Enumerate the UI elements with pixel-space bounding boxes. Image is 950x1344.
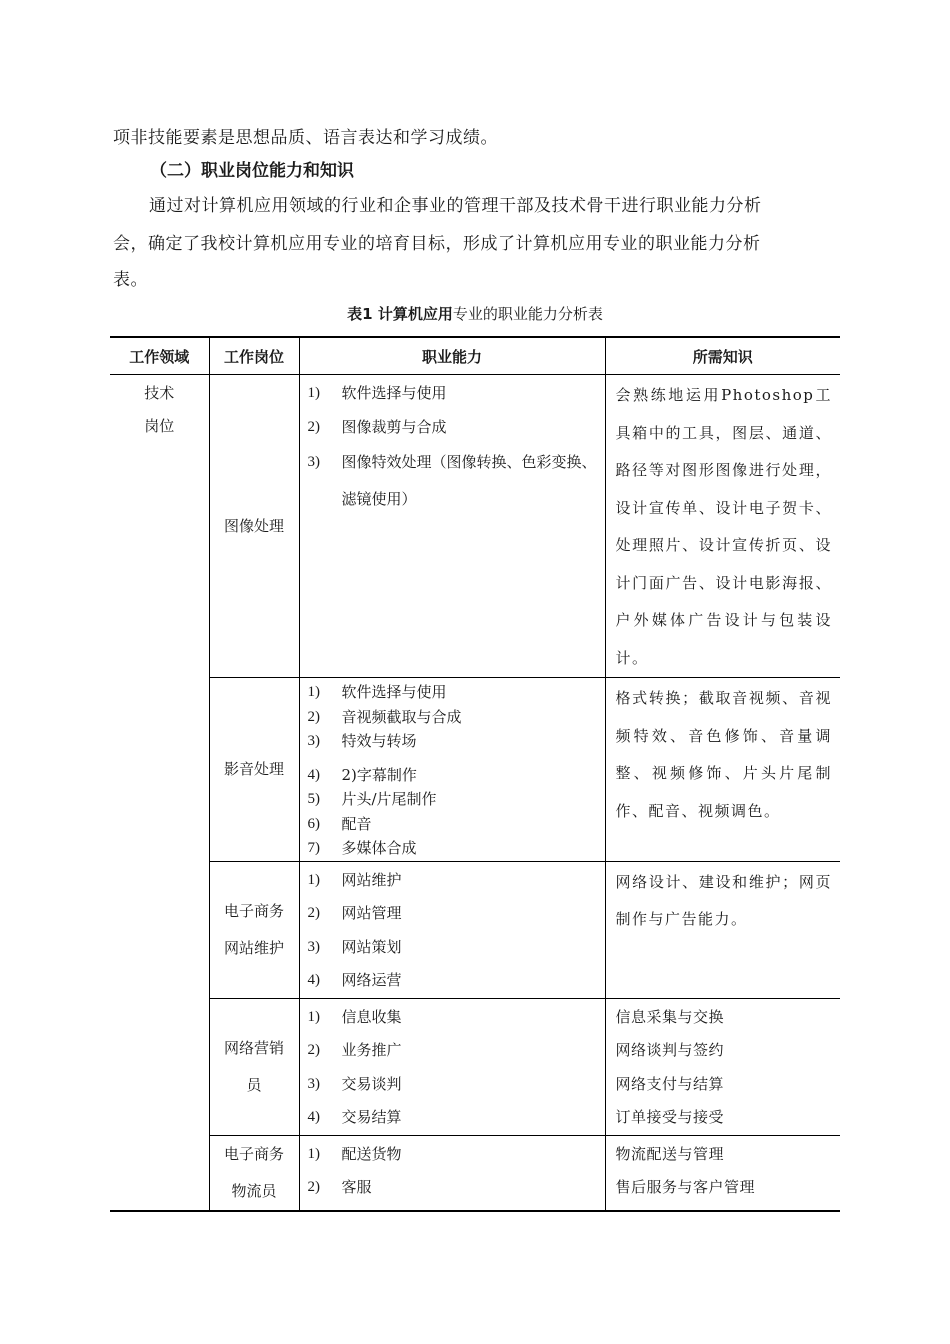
knowledge-cell: [605, 678, 840, 862]
ability-text: 图像特效处理（图像转换、色彩变换、滤镜使用）: [341, 453, 597, 508]
ability-item: [308, 1171, 599, 1205]
knowledge-line: 网络谈判与签约: [615, 1041, 725, 1059]
knowledge-cell: [605, 375, 840, 678]
knowledge-line: 订单接受与接受: [615, 1108, 725, 1126]
header-ability: 职业能力: [299, 337, 605, 375]
post-cell: [209, 375, 299, 678]
ability-item: [308, 680, 599, 705]
ability-num: 3): [307, 938, 320, 955]
ability-num: 2): [307, 905, 320, 921]
post-cell: [209, 1135, 299, 1211]
ability-text: 网站管理: [341, 904, 402, 922]
ability-cell: [299, 998, 605, 1135]
ability-num: 4): [307, 1109, 320, 1125]
ability-item: [308, 763, 599, 788]
ability-cell: [299, 1135, 605, 1211]
header-work-post: 工作岗位: [209, 337, 299, 375]
ability-text: 客服: [341, 1178, 372, 1196]
post-cell: [209, 998, 299, 1135]
ability-text: 片头/片尾制作: [341, 790, 437, 808]
header-work-domain: 工作领域: [110, 337, 209, 375]
ability-item: [308, 1034, 599, 1068]
ability-num: 6): [307, 815, 320, 832]
ability-text: 音视频截取与合成: [341, 707, 462, 726]
ability-item: [308, 897, 599, 931]
table-caption: [0, 300, 950, 328]
ability-item: [308, 444, 599, 518]
paragraph-body-line2: 会，确定了我校计算机应用专业的培育目标，形成了计算机应用专业的职业能力分析: [113, 234, 761, 254]
ability-num: 3): [307, 454, 320, 470]
ability-num: 7): [307, 840, 320, 856]
ability-num: 3): [307, 1075, 320, 1092]
knowledge-cell: [605, 861, 840, 998]
ability-item: [308, 705, 599, 730]
ability-item: [308, 812, 599, 837]
knowledge-line: 网络支付与结算: [615, 1074, 725, 1093]
ability-num: 2): [307, 1042, 320, 1058]
ability-item: [308, 931, 599, 965]
knowledge-cell: [605, 998, 840, 1135]
domain-line1: 技术: [144, 384, 175, 402]
ability-item: [308, 787, 599, 812]
table-row: [110, 375, 840, 678]
table-row: [110, 678, 840, 862]
knowledge-line: 售后服务与客户管理: [615, 1178, 756, 1196]
table-row: [110, 861, 840, 998]
table-row: [110, 998, 840, 1135]
post-label-line1: 网络营销: [223, 1038, 284, 1057]
ability-item: [308, 1138, 599, 1172]
ability-text: 网络运营: [341, 971, 402, 989]
ability-text: 网站维护: [341, 870, 402, 889]
post-label: 影音处理: [223, 759, 284, 778]
ability-item: [308, 864, 599, 898]
knowledge-text: 会熟练地运用Photoshop工具箱中的工具，图层、通道、路径等对图形图像进行处理，设计宣传单、设计电子贺卡、处理照片、设计宣传折页、设计门面广告、设计电影海报、户外媒体广告设计与包装设计。: [615, 386, 832, 667]
ability-item: [308, 964, 599, 998]
knowledge-cell: [605, 1135, 840, 1211]
header-knowledge: 所需知识: [605, 337, 840, 375]
post-label-line2: 物流员: [231, 1181, 277, 1200]
ability-text: 图像裁剪与合成: [341, 417, 447, 436]
ability-text: 信息收集: [341, 1007, 402, 1026]
domain-cell: [110, 375, 209, 1211]
ability-num: 1): [307, 385, 320, 401]
post-label-line1: 电子商务: [223, 1144, 284, 1163]
ability-item: [308, 1101, 599, 1135]
post-label-line1: 电子商务: [223, 901, 284, 920]
ability-cell: [299, 375, 605, 678]
ability-item: [308, 729, 599, 754]
ability-item: [308, 411, 599, 445]
ability-item: [308, 1068, 599, 1102]
section-heading: （二）职业岗位能力和知识: [150, 161, 354, 181]
post-cell: [209, 678, 299, 862]
ability-text: 交易谈判: [341, 1074, 402, 1093]
ability-item: [308, 377, 599, 411]
post-cell: [209, 861, 299, 998]
paragraph-body-line1: 通过对计算机应用领域的行业和企事业的管理干部及技术骨干进行职业能力分析: [149, 196, 762, 216]
ability-num: 1): [307, 1008, 320, 1025]
ability-num: 4): [307, 972, 320, 988]
ability-num: 1): [307, 871, 320, 888]
table-row: [110, 1135, 840, 1211]
ability-text: 业务推广: [341, 1041, 402, 1059]
ability-num: 1): [307, 684, 320, 700]
ability-text: 配送货物: [341, 1144, 402, 1163]
ability-cell: [299, 861, 605, 998]
ability-text: 软件选择与使用: [341, 384, 447, 402]
ability-text: 配音: [341, 814, 372, 833]
knowledge-line: 信息采集与交换: [615, 1007, 725, 1026]
ability-num: 2): [307, 1179, 320, 1195]
knowledge-line: 物流配送与管理: [615, 1144, 725, 1163]
ability-num: 4): [307, 766, 320, 783]
knowledge-text: 格式转换；截取音视频、音视频特效、音色修饰、音量调整、视频修饰、片头片尾制作、配音、视频调色。: [615, 689, 832, 820]
ability-item: [308, 836, 599, 861]
table-caption-label: 表1 计算机应用: [347, 305, 453, 323]
ability-text: 2)字幕制作: [341, 765, 417, 784]
paragraph-body-line3: 表。: [113, 270, 148, 290]
ability-text: 网站策划: [341, 937, 402, 956]
paragraph-intro-tail: 项非技能要素是思想品质、语言表达和学习成绩。: [113, 128, 498, 148]
post-label-line2: 网站维护: [223, 938, 284, 957]
ability-num: 3): [307, 733, 320, 749]
ability-text: 特效与转场: [341, 732, 417, 750]
table-header-row: [110, 337, 840, 375]
ability-text: 交易结算: [341, 1108, 402, 1126]
ability-num: 1): [307, 1145, 320, 1162]
ability-text: 多媒体合成: [341, 839, 417, 857]
post-label: 图像处理: [223, 516, 284, 535]
table-caption-title: 专业的职业能力分析表: [452, 305, 603, 323]
ability-cell: [299, 678, 605, 862]
ability-analysis-table: [110, 336, 840, 1212]
post-label-line2: 员: [246, 1075, 262, 1094]
ability-num: 2): [307, 418, 320, 435]
ability-text: 软件选择与使用: [341, 683, 447, 701]
ability-num: 5): [307, 791, 320, 807]
knowledge-text: 网络设计、建设和维护；网页制作与广告能力。: [615, 872, 832, 928]
ability-num: 2): [307, 708, 320, 725]
domain-line2: 岗位: [144, 417, 175, 435]
ability-item: [308, 1001, 599, 1035]
